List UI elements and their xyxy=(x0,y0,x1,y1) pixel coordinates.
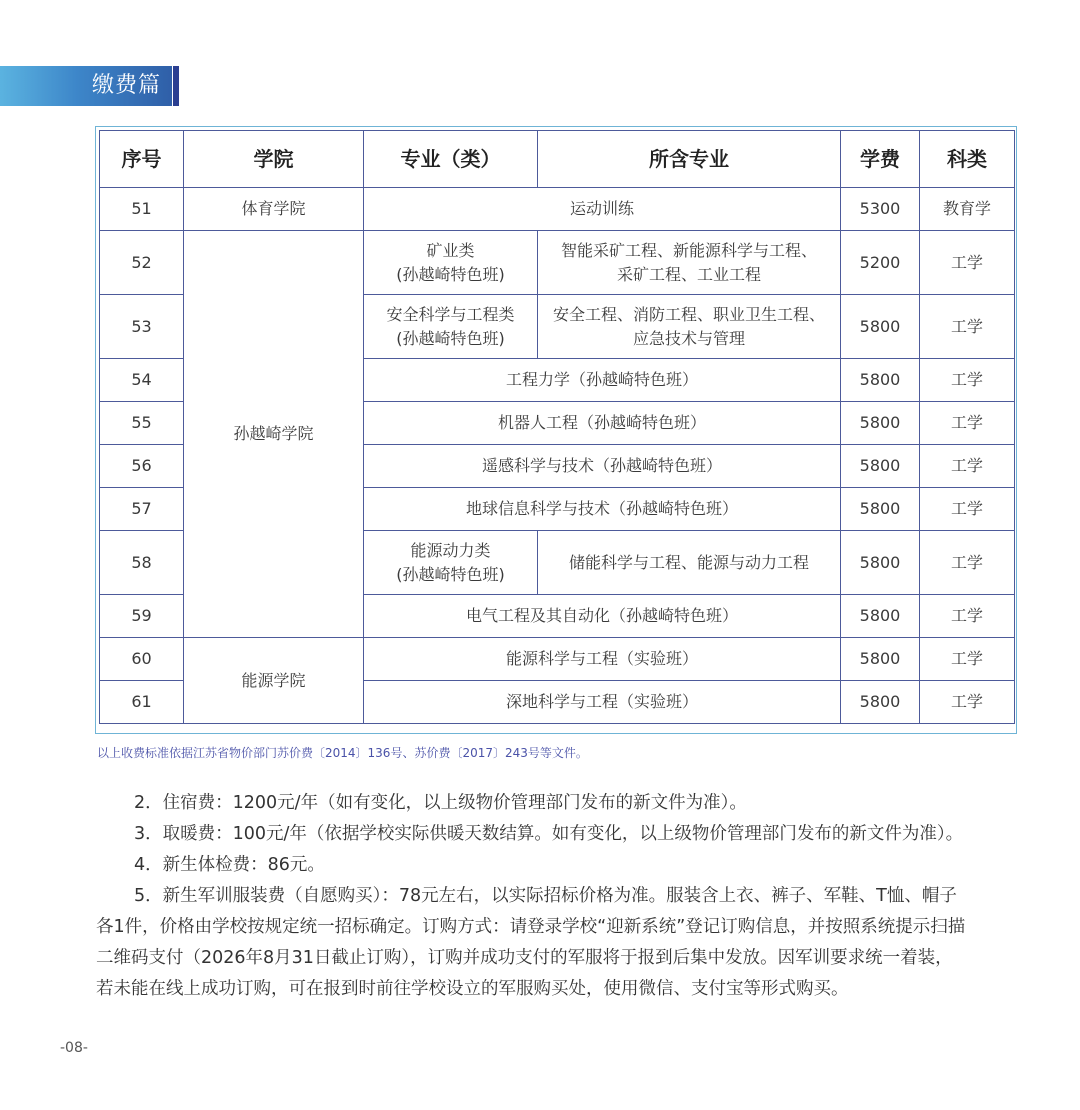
cell-major-line1: 安全科学与工程类 xyxy=(386,304,515,324)
cell-fee: 5800 xyxy=(841,295,920,359)
cell-fee: 5800 xyxy=(841,488,920,531)
cell-no: 56 xyxy=(100,445,184,488)
cell-college-sun: 孙越崎学院 xyxy=(184,231,364,638)
cell-no: 55 xyxy=(100,402,184,445)
paragraph-medical-exam-fee: 4．新生体检费：86元。 xyxy=(134,855,325,875)
cell-sub-majors xyxy=(538,231,841,295)
cell-no: 52 xyxy=(100,231,184,295)
header-no: 序号 xyxy=(100,131,184,188)
cell-category: 工学 xyxy=(920,531,1015,595)
page-number: -08- xyxy=(60,1040,88,1056)
paragraph-uniform-fee-line4: 若未能在线上成功订购，可在报到时前往学校设立的军服购买处，使用微信、支付宝等形式购买。 xyxy=(96,979,849,999)
cell-major xyxy=(364,531,538,595)
cell-category: 工学 xyxy=(920,295,1015,359)
table-header-row xyxy=(100,131,1015,188)
cell-major: 地球信息科学与技术（孙越崎特色班） xyxy=(364,488,841,531)
header-college: 学院 xyxy=(184,131,364,188)
cell-fee: 5800 xyxy=(841,638,920,681)
cell-no: 60 xyxy=(100,638,184,681)
cell-category: 工学 xyxy=(920,681,1015,724)
cell-major: 运动训练 xyxy=(364,188,841,231)
fee-table xyxy=(99,130,1015,724)
header-fee: 学费 xyxy=(841,131,920,188)
cell-major-line2: (孙越崎特色班) xyxy=(396,264,505,284)
cell-category: 工学 xyxy=(920,445,1015,488)
cell-major: 工程力学（孙越崎特色班） xyxy=(364,359,841,402)
cell-no: 57 xyxy=(100,488,184,531)
cell-fee: 5800 xyxy=(841,595,920,638)
cell-category: 工学 xyxy=(920,359,1015,402)
cell-sub-line1: 智能采矿工程、新能源科学与工程、 xyxy=(560,240,817,260)
header-category: 科类 xyxy=(920,131,1015,188)
cell-fee: 5300 xyxy=(841,188,920,231)
cell-fee: 5800 xyxy=(841,531,920,595)
cell-fee: 5800 xyxy=(841,359,920,402)
cell-category: 工学 xyxy=(920,638,1015,681)
cell-no: 54 xyxy=(100,359,184,402)
header-major: 专业（类） xyxy=(364,131,538,188)
cell-no: 59 xyxy=(100,595,184,638)
paragraph-uniform-fee-line2: 各1件，价格由学校按规定统一招标确定。订购方式：请登录学校“迎新系统”登记订购信息，并按照系统提示扫描 xyxy=(96,917,966,937)
cell-fee: 5800 xyxy=(841,402,920,445)
cell-major xyxy=(364,295,538,359)
cell-major xyxy=(364,231,538,295)
cell-major-line1: 能源动力类 xyxy=(410,540,491,560)
table-row xyxy=(100,231,1015,295)
table-row xyxy=(100,188,1015,231)
cell-category: 工学 xyxy=(920,402,1015,445)
cell-fee: 5800 xyxy=(841,681,920,724)
section-title: 缴费篇 xyxy=(92,73,162,98)
table-row xyxy=(100,638,1015,681)
cell-no: 51 xyxy=(100,188,184,231)
section-header-accent xyxy=(173,66,179,106)
cell-no: 61 xyxy=(100,681,184,724)
cell-major: 深地科学与工程（实验班） xyxy=(364,681,841,724)
cell-major: 能源科学与工程（实验班） xyxy=(364,638,841,681)
cell-sub-majors: 储能科学与工程、能源与动力工程 xyxy=(538,531,841,595)
cell-category: 工学 xyxy=(920,488,1015,531)
cell-fee: 5800 xyxy=(841,445,920,488)
cell-category: 工学 xyxy=(920,231,1015,295)
cell-major-line2: (孙越崎特色班) xyxy=(396,564,505,584)
cell-college-energy: 能源学院 xyxy=(184,638,364,724)
cell-category: 教育学 xyxy=(920,188,1015,231)
paragraph-heating-fee: 3．取暖费：100元/年（依据学校实际供暖天数结算。如有变化，以上级物价管理部门发布的新文件为准）。 xyxy=(134,824,964,844)
cell-college: 体育学院 xyxy=(184,188,364,231)
cell-major-line2: (孙越崎特色班) xyxy=(396,328,505,348)
cell-major-line1: 矿业类 xyxy=(426,240,475,260)
cell-major: 电气工程及其自动化（孙越崎特色班） xyxy=(364,595,841,638)
cell-no: 53 xyxy=(100,295,184,359)
header-sub-majors: 所含专业 xyxy=(538,131,841,188)
cell-sub-line2: 应急技术与管理 xyxy=(632,328,745,348)
paragraph-uniform-fee-line3: 二维码支付（2026年8月31日截止订购），订购并成功支付的军服将于报到后集中发放。因军训要求统一着装， xyxy=(96,948,953,968)
cell-no: 58 xyxy=(100,531,184,595)
paragraph-uniform-fee-line1: 5．新生军训服装费（自愿购买）：78元左右，以实际招标价格为准。服装含上衣、裤子、军鞋、T恤、帽子 xyxy=(134,886,957,906)
paragraph-accommodation-fee: 2．住宿费：1200元/年（如有变化，以上级物价管理部门发布的新文件为准）。 xyxy=(134,793,747,813)
cell-sub-line2: 采矿工程、工业工程 xyxy=(616,264,761,284)
cell-major: 遥感科学与技术（孙越崎特色班） xyxy=(364,445,841,488)
cell-sub-majors xyxy=(538,295,841,359)
cell-fee: 5200 xyxy=(841,231,920,295)
cell-major: 机器人工程（孙越崎特色班） xyxy=(364,402,841,445)
cell-sub-line1: 安全工程、消防工程、职业卫生工程、 xyxy=(552,304,825,324)
cell-category: 工学 xyxy=(920,595,1015,638)
fee-basis-note: 以上收费标准依据江苏省物价部门苏价费〔2014〕136号、苏价费〔2017〕243号等文件。 xyxy=(97,746,588,760)
